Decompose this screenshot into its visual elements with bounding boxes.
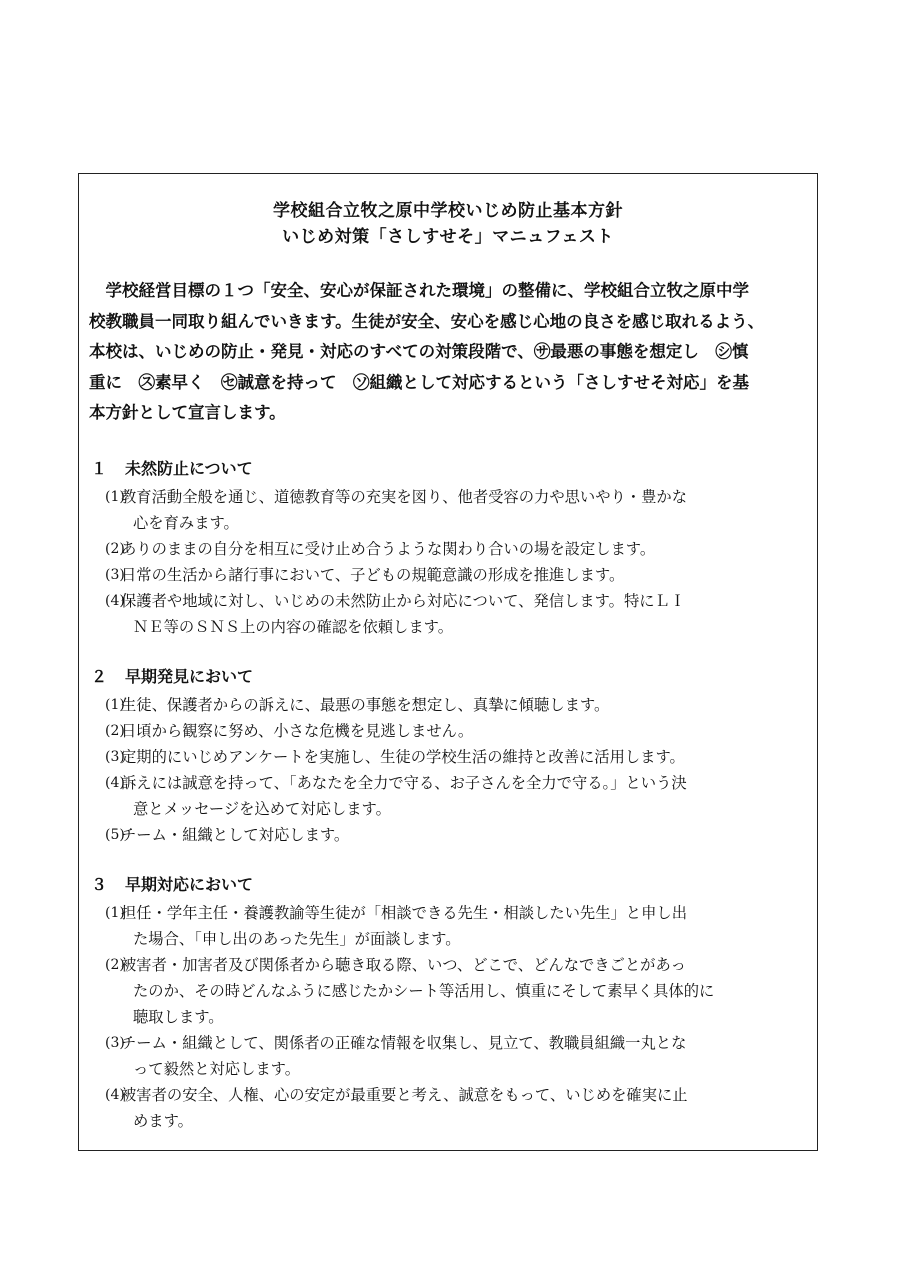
item-text: 生徒、保護者からの訴えに、最悪の事態を想定し、真摯に傾聴します。 [121,696,610,714]
list-item [89,562,811,588]
intro-line: 校教職員一同取り組んでいきます。生徒が安全、安心を感じ心地の良さを感じ取れるよう、 [89,311,765,331]
item-marker: (1) [105,489,125,505]
list-item [89,718,811,744]
list-item [89,536,811,562]
section-title: 早期対応において [125,875,254,894]
item-text: 被害者の安全、人権、心の安定が最重要と考え、誠意をもって、いじめを確実に止 [121,1086,688,1104]
item-marker: (3) [105,749,125,765]
item-text: チーム・組織として、関係者の正確な情報を収集し、見立て、教職員組織一丸とな [121,1034,687,1052]
list-item [89,588,811,640]
list-item [89,952,811,1030]
section-early-response [89,872,811,1134]
list-item [89,692,811,718]
item-text: って毅然と対応します。 [133,1060,301,1078]
item-marker: (4) [105,775,125,791]
section-heading [89,872,811,898]
item-text: 担任・学年主任・養護教諭等生徒が「相談できる先生・相談したい先生」と申し出 [121,904,687,922]
section-heading [89,664,811,690]
item-marker: (4) [105,1087,125,1103]
item-text: ＮＥ等のＳＮＳ上の内容の確認を依頼します。 [133,618,454,636]
item-marker: (2) [105,957,125,973]
intro-paragraph [89,276,809,429]
list-item [89,770,811,822]
list-item [89,900,811,952]
document-subtitle: いじめ対策「さしすせそ」マニュフェスト [282,227,614,247]
section-title: 未然防止について [125,459,253,478]
list-item [89,744,811,770]
item-text: 日頃から観察に努め、小さな危機を見逃しません。 [121,722,474,740]
section-number: ２ [91,667,108,686]
item-marker: (3) [105,1035,125,1051]
item-text: めます。 [133,1112,193,1130]
list-item [89,484,811,536]
section-title: 早期発見において [125,667,254,686]
item-text: 保護者や地域に対し、いじめの未然防止から対応について、発信します。特にＬＩ [121,592,686,610]
item-marker: (2) [105,541,125,557]
item-marker: (1) [105,905,125,921]
item-text: 被害者・加害者及び関係者から聴き取る際、いつ、どこで、どんなできごとがあっ [121,956,686,974]
item-marker: (1) [105,697,125,713]
section-early-detection [89,664,811,848]
list-item [89,1082,811,1134]
item-text: 定期的にいじめアンケートを実施し、生徒の学校生活の維持と改善に活用します。 [121,748,685,766]
item-text: 教育活動全般を通じ、道徳教育等の充実を図り、他者受容の力や思いやり・豊かな [121,488,687,506]
intro-line: 本校は、いじめの防止・発見・対応のすべての対策段階で、㋚最悪の事態を想定し ㋛慎 [89,342,749,361]
item-marker: (2) [105,723,125,739]
item-marker: (5) [105,827,125,843]
item-text: 心を育みます。 [133,514,239,532]
intro-line: 学校経営目標の１つ「安全、安心が保証された環境」の整備に、学校組合立牧之原中学 [89,281,749,300]
item-text: ありのままの自分を相互に受け止め合うような関わり合いの場を設定します。 [121,540,656,558]
item-text: 意とメッセージを込めて対応します。 [133,800,391,818]
item-marker: (3) [105,567,125,583]
item-text: 日常の生活から諸行事において、子どもの規範意識の形成を推進します。 [121,566,625,584]
list-item [89,1030,811,1082]
item-text: 聴取します。 [133,1008,224,1026]
intro-line: 本方針として宣言します。 [89,403,286,422]
section-number: １ [91,459,108,478]
item-marker: (4) [105,593,125,609]
list-item [89,822,811,848]
item-text: チーム・組織として対応します。 [121,826,350,844]
item-text: 訴えには誠意を持って、「あなたを全力で守る、お子さんを全力で守る。」という決 [121,774,687,792]
section-number: ３ [91,875,108,894]
document-title: 学校組合立牧之原中学校いじめ防止基本方針 [273,201,623,221]
intro-line: 重に ㋜素早く ㋝誠意を持って ㋞組織として対応するという「さしすせそ対応」を基 [89,372,749,392]
item-text: た場合、「申し出のあった先生」が面談します。 [133,930,461,948]
policy-document-frame [78,173,818,1151]
section-prevention [89,456,811,640]
section-heading [89,456,811,482]
item-text: たのか、その時どんなふうに感じたかシート等活用し、慎重にそして素早く具体的に [133,982,715,1000]
